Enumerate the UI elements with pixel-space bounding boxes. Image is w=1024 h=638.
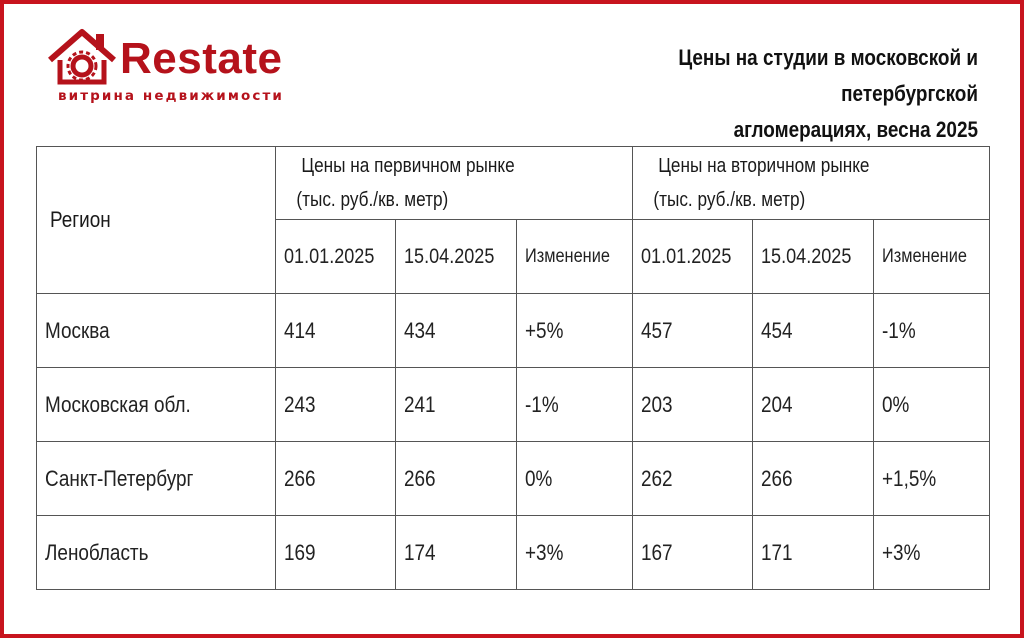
table-cell: 174 bbox=[396, 516, 517, 590]
table-cell: +3% bbox=[873, 516, 989, 590]
table-header-row bbox=[37, 147, 990, 220]
table-row bbox=[37, 368, 990, 442]
table-cell: 169 bbox=[275, 516, 396, 590]
table-cell: 241 bbox=[396, 368, 517, 442]
table-cell: -1% bbox=[873, 294, 989, 368]
column-header: 15.04.2025 bbox=[753, 220, 874, 294]
table-cell: +1,5% bbox=[873, 442, 989, 516]
secondary-market-header: Цены на вторичном рынке (тыс. руб./кв. метр) bbox=[632, 147, 989, 220]
region-header: Регион bbox=[37, 147, 276, 294]
row-region: Московская обл. bbox=[37, 368, 276, 442]
row-region: Москва bbox=[37, 294, 276, 368]
prices-table bbox=[36, 146, 990, 590]
table-cell: 262 bbox=[632, 442, 753, 516]
table-cell: 203 bbox=[632, 368, 753, 442]
table-cell: 167 bbox=[632, 516, 753, 590]
table-row bbox=[37, 516, 990, 590]
row-region: Санкт-Петербург bbox=[37, 442, 276, 516]
table-cell: 0% bbox=[873, 368, 989, 442]
table-cell: 457 bbox=[632, 294, 753, 368]
table-cell: +3% bbox=[516, 516, 632, 590]
column-header: Изменение bbox=[873, 220, 989, 294]
column-header: 01.01.2025 bbox=[632, 220, 753, 294]
table-cell: 414 bbox=[275, 294, 396, 368]
row-region: Ленобласть bbox=[37, 516, 276, 590]
table-cell: 434 bbox=[396, 294, 517, 368]
column-header: Изменение bbox=[516, 220, 632, 294]
column-header: 01.01.2025 bbox=[275, 220, 396, 294]
page-title bbox=[565, 40, 978, 148]
table-cell: 0% bbox=[516, 442, 632, 516]
table-cell: 266 bbox=[275, 442, 396, 516]
table-cell: 204 bbox=[753, 368, 874, 442]
brand-tagline: витрина недвижимости bbox=[58, 88, 284, 104]
title-line-1: Цены на студии в московской и петербургской bbox=[678, 45, 978, 106]
title-line-2: агломерациях, весна 2025 bbox=[733, 117, 978, 142]
column-header: 15.04.2025 bbox=[396, 220, 517, 294]
house-gear-icon bbox=[46, 26, 124, 88]
table-cell: 171 bbox=[753, 516, 874, 590]
table-cell: 454 bbox=[753, 294, 874, 368]
table-row bbox=[37, 294, 990, 368]
table-cell: +5% bbox=[516, 294, 632, 368]
table-cell: 266 bbox=[753, 442, 874, 516]
brand-name: Restate bbox=[120, 34, 283, 83]
table-cell: -1% bbox=[516, 368, 632, 442]
table-row bbox=[37, 442, 990, 516]
table-cell: 243 bbox=[275, 368, 396, 442]
brand-logo bbox=[46, 26, 306, 106]
primary-market-header: Цены на первичном рынке (тыс. руб./кв. метр) bbox=[275, 147, 632, 220]
table-cell: 266 bbox=[396, 442, 517, 516]
